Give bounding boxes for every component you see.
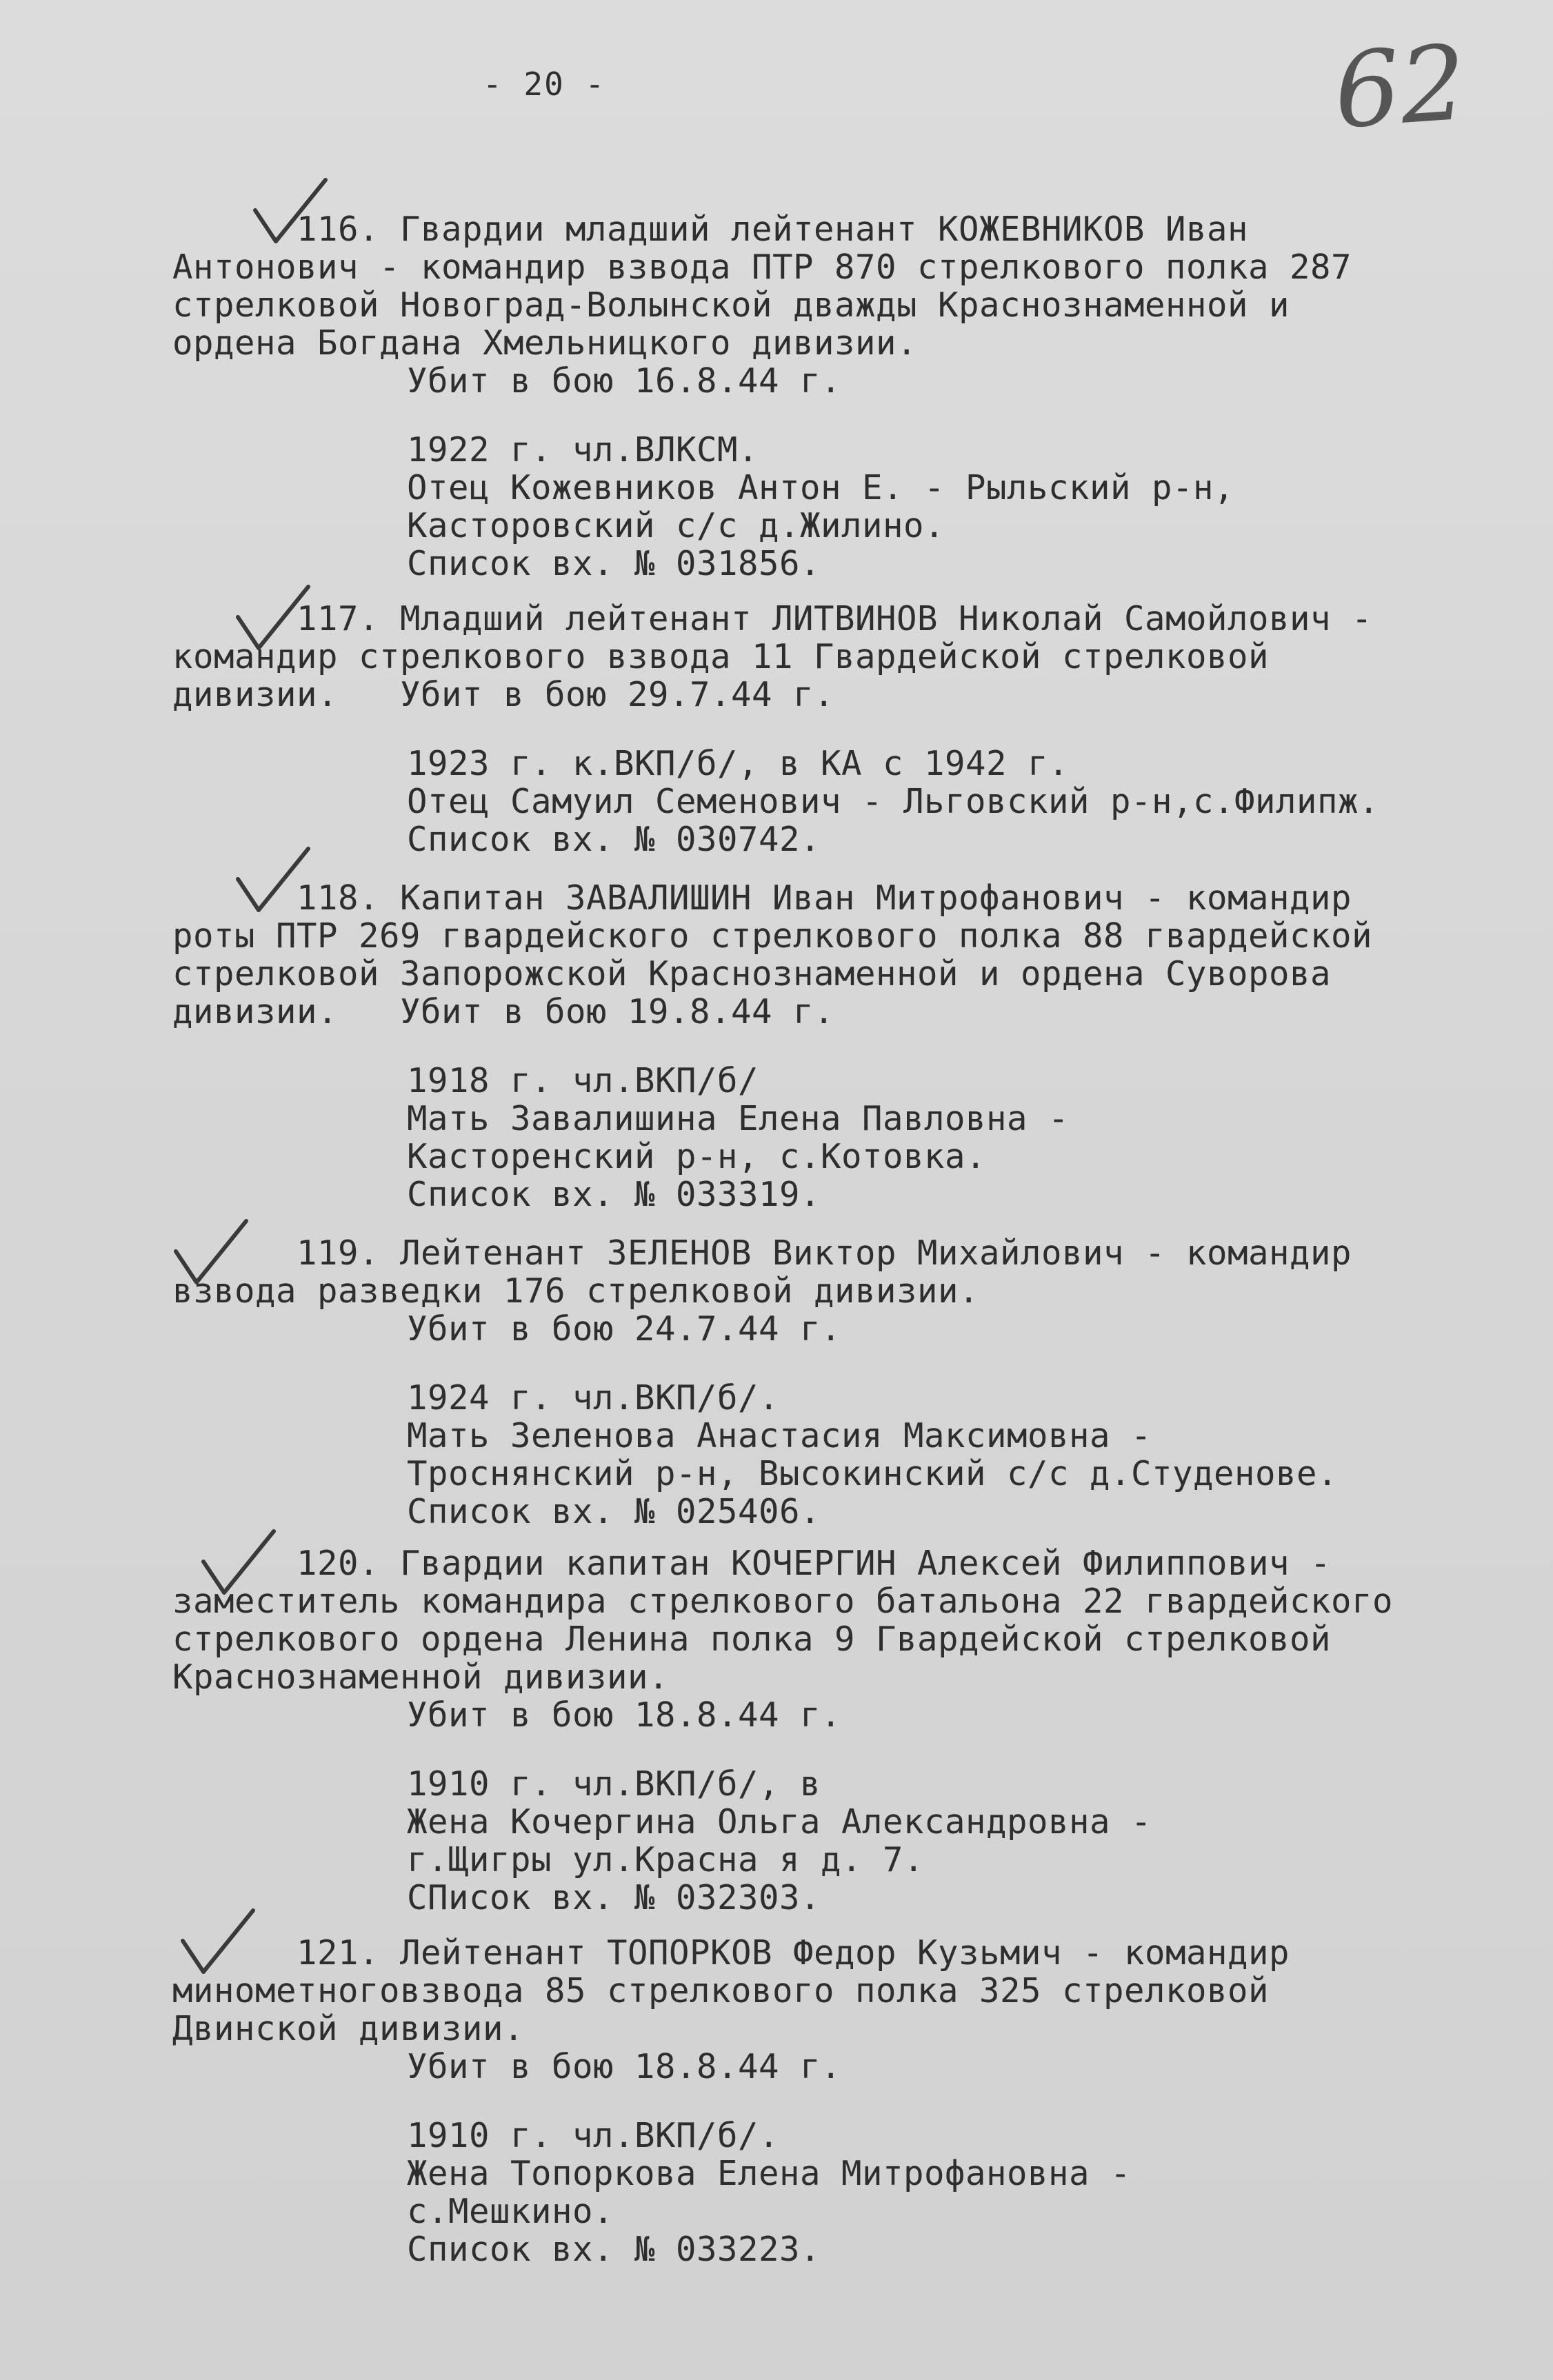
detail-line: Список вх. № 033319.: [407, 1175, 821, 1214]
entry-line: ордена Богдана Хмельницкого дивизии.: [172, 323, 918, 363]
detail-line: 1910 г. чл.ВКП/б/.: [407, 2116, 780, 2155]
detail-line: Касторовский с/с д.Жилино.: [407, 506, 945, 545]
entry-120: [172, 1544, 1545, 1917]
detail-line: г.Щигры ул.Красна я д. 7.: [407, 1840, 925, 1879]
entry-119: [172, 1234, 1545, 1531]
detail-line: Касторенский р-н, с.Котовка.: [407, 1137, 987, 1176]
detail-line: 1922 г. чл.ВЛКСМ.: [407, 430, 759, 470]
entry-116: [172, 210, 1545, 583]
killed-line: Убит в бою 18.8.44 г.: [407, 2047, 842, 2086]
detail-line: Список вх. № 030742.: [407, 820, 821, 859]
entry-line: 119. Лейтенант ЗЕЛЕНОВ Виктор Михайлович - командир: [172, 1233, 1352, 1273]
entry-line: стрелковой Запорожской Краснознаменной и ордена Суворова: [172, 954, 1332, 994]
detail-line: Список вх. № 025406.: [407, 1492, 821, 1531]
detail-line: 1918 г. чл.ВКП/б/: [407, 1061, 759, 1100]
detail-line: 1924 г. чл.ВКП/б/.: [407, 1378, 780, 1418]
entry-line: Двинской дивизии.: [172, 2009, 525, 2048]
detail-line: Жена Кочергина Ольга Александровна -: [407, 1802, 1152, 1842]
detail-line: Отец Кожевников Антон Е. - Рыльский р-н,: [407, 468, 1235, 507]
detail-line: Троснянский р-н, Высокинский с/с д.Студенове.: [407, 1454, 1339, 1493]
entry-118: [172, 879, 1545, 1213]
entry-line: стрелковой Новоград-Волынской дважды Краснознаменной и: [172, 285, 1290, 325]
entry-line: 121. Лейтенант ТОПОРКОВ Федор Кузьмич - командир: [172, 1933, 1290, 1973]
entry-line: стрелкового ордена Ленина полка 9 Гвардейской стрелковой: [172, 1620, 1332, 1659]
detail-line: Мать Зеленова Анастасия Максимовна -: [407, 1416, 1152, 1455]
detail-line: Мать Завалишина Елена Павловна -: [407, 1099, 1070, 1138]
detail-line: Список вх. № 033223.: [407, 2230, 821, 2269]
detail-line: 1923 г. к.ВКП/б/, в КА с 1942 г.: [407, 744, 1070, 783]
entry-line: дивизии. Убит в бою 29.7.44 г.: [172, 675, 835, 714]
page-number: - 20 -: [483, 65, 606, 103]
detail-line: Отец Самуил Семенович - Льговский р-н,с.Филипж.: [407, 782, 1380, 821]
entry-line: взвода разведки 176 стрелковой дивизии.: [172, 1271, 980, 1311]
entry-line: 116. Гвардии младший лейтенант КОЖЕВНИКОВ Иван: [172, 210, 1249, 249]
entry-line: минометноговзвода 85 стрелкового полка 325 стрелковой: [172, 1971, 1270, 2010]
detail-line: с.Мешкино.: [407, 2192, 614, 2231]
entry-line: Краснознаменной дивизии.: [172, 1657, 670, 1697]
entry-line: роты ПТР 269 гвардейского стрелкового полка 88 гвардейской: [172, 916, 1373, 956]
entry-121: [172, 1934, 1545, 2268]
detail-line: СПисок вх. № 032303.: [407, 1878, 821, 1917]
entry-line: заместитель командира стрелкового батальона 22 гвардейского: [172, 1582, 1394, 1621]
killed-line: Убит в бою 16.8.44 г.: [407, 361, 842, 401]
entry-line: Антонович - командир взвода ПТР 870 стрелкового полка 287: [172, 248, 1352, 287]
entry-line: 118. Капитан ЗАВАЛИШИН Иван Митрофанович - командир: [172, 878, 1352, 918]
folio-number: 62: [1330, 23, 1470, 152]
entry-line: дивизии. Убит в бою 19.8.44 г.: [172, 992, 835, 1031]
detail-line: Список вх. № 031856.: [407, 544, 821, 583]
entry-line: 120. Гвардии капитан КОЧЕРГИН Алексей Филиппович -: [172, 1544, 1332, 1583]
killed-line: Убит в бою 24.7.44 г.: [407, 1309, 842, 1349]
detail-line: Жена Топоркова Елена Митрофановна -: [407, 2154, 1132, 2193]
entry-line: 117. Младший лейтенант ЛИТВИНОВ Николай Самойлович -: [172, 599, 1373, 638]
killed-line: Убит в бою 18.8.44 г.: [407, 1695, 842, 1735]
entry-line: командир стрелкового взвода 11 Гвардейской стрелковой: [172, 637, 1270, 676]
detail-line: 1910 г. чл.ВКП/б/, в: [407, 1764, 821, 1804]
entry-117: [172, 600, 1545, 858]
